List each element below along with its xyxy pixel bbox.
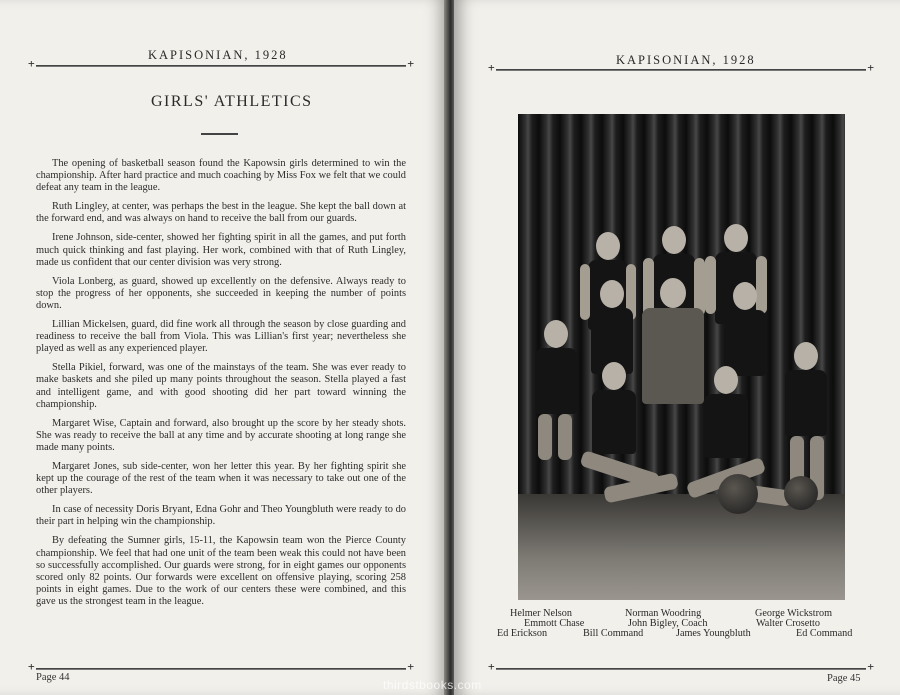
caption-name: Emmott Chase (524, 618, 585, 629)
watermark: thirdstbooks.com (383, 678, 482, 692)
running-head-right: KAPISONIAN, 1928 (616, 53, 756, 67)
article-body (36, 158, 406, 615)
caption-name: John Bigley, Coach (628, 618, 708, 629)
paragraph-10: By defeating the Sumner girls, 15-11, the Kapowsin team won the Pierce County championship. We feel that had one unit of the team been weak this could not have been so successfully accomplished. Our guards were strong, for in eight games our opponents scored only 82 points. Our forwards were excellent on offensive playing, scoring 258 points in eight games. Due to the work of our centers these were combined, and this gave us the strongest team in the league. (36, 535, 406, 607)
paragraph-9: In case of necessity Doris Bryant, Edna Gohr and Theo Youngbluth were ready to do their part in helping win the championship. (36, 504, 406, 528)
team-photograph (518, 114, 845, 600)
caption-row-2 (495, 618, 875, 628)
paragraph-2: Ruth Lingley, at center, was perhaps the best in the league. She kept the ball down at the forward end, and was always on hand to receive the ball from our guards. (36, 201, 406, 225)
caption-name: Ed Erickson (497, 628, 548, 639)
paragraph-8: Margaret Jones, sub side-center, won her letter this year. By her fighting spirit she kept up the courage of the rest of the team when it was necessary to take out one of the other players. (36, 460, 406, 497)
basketball (784, 476, 818, 510)
running-head-left: KAPISONIAN, 1928 (148, 48, 288, 62)
ornamental-rule-top-right (496, 69, 866, 71)
caption-row-1 (495, 608, 875, 618)
caption-row-3 (495, 628, 875, 638)
caption-name: Bill Command (583, 628, 644, 639)
right-page (454, 0, 900, 695)
paragraph-4: Viola Lonberg, as guard, showed up excellently on the defensive. Always ready to stop the progress of her opponents, she succeeded in keeping the number of points down. (36, 275, 406, 311)
photo-captions (495, 608, 875, 638)
player-figure (574, 362, 684, 512)
section-title: GIRLS' ATHLETICS (151, 93, 313, 110)
left-page (0, 0, 447, 695)
caption-name: George Wickstrom (755, 608, 833, 619)
caption-name: Helmer Nelson (510, 608, 572, 619)
caption-name: Norman Woodring (625, 608, 702, 619)
paragraph-5: Lillian Mickelsen, guard, did fine work all through the season by close guarding and readiness to receive the ball from Viola. This was Lillian's first year; nevertheless she played as well as any experienced player. (36, 319, 406, 355)
paragraph-3: Irene Johnson, side-center, showed her fighting spirit in all the games, and put forth much quick thinking and fast playing. Her work, combined with that of Ruth Lingley, made us confident that our center division was very strong. (36, 232, 406, 268)
page-number-left: Page 44 (36, 672, 70, 683)
ornamental-rule-top-left (36, 65, 406, 67)
caption-name: James Youngbluth (676, 628, 751, 639)
caption-name: Ed Command (796, 628, 853, 639)
ornamental-rule-bottom-right (496, 668, 866, 670)
page-number-right: Page 45 (827, 673, 861, 684)
paragraph-7: Margaret Wise, Captain and forward, also brought up the score by her steady shots. She was ready to receive the ball at any time and by accurate shooting at long range she made many points. (36, 417, 406, 453)
paragraph-1: The opening of basketball season found the Kapowsin girls determined to win the championship. After hard practice and much coaching by Miss Fox we felt that we could defeat any team in the league. (36, 158, 406, 194)
ornamental-rule-bottom-left (36, 668, 406, 670)
caption-name: Walter Crosetto (756, 618, 820, 629)
title-divider (201, 133, 238, 135)
basketball (718, 474, 758, 514)
paragraph-6: Stella Pikiel, forward, was one of the mainstays of the team. She was ever ready to make baskets and she piled up many points throughout the season. Stella played a fast and intelligent game, and with good shooting did her part toward winning the championship. (36, 362, 406, 410)
